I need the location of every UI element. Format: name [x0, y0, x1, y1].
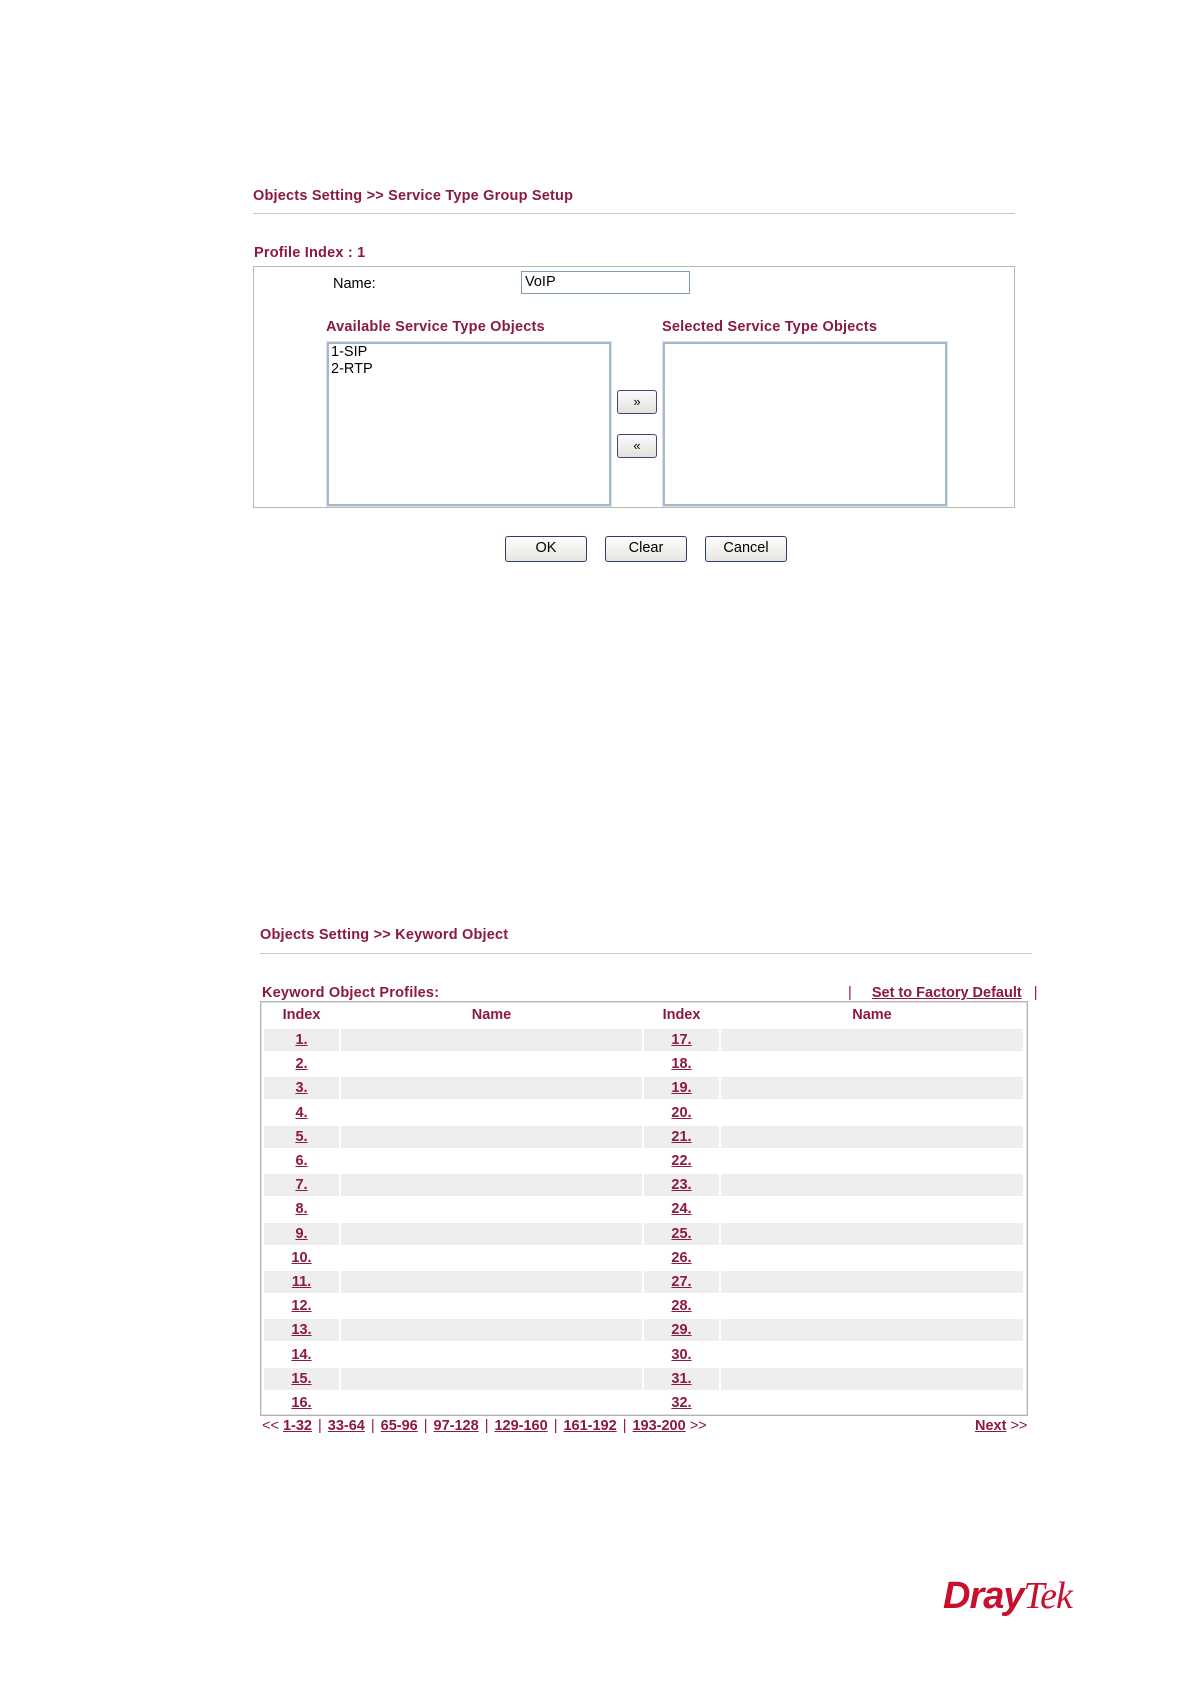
selected-objects-list[interactable] — [663, 342, 947, 506]
index-cell — [264, 1271, 339, 1293]
next-page-area — [975, 1418, 1027, 1434]
page-link[interactable]: 161-192 — [563, 1418, 617, 1434]
separator: | — [622, 1418, 627, 1434]
add-object-button[interactable]: » — [617, 390, 657, 414]
profile-index-link[interactable]: 6. — [295, 1153, 308, 1169]
table-row — [264, 1368, 1024, 1390]
index-cell — [644, 1198, 719, 1220]
index-cell — [644, 1392, 719, 1414]
table-row — [264, 1174, 1024, 1196]
index-cell — [264, 1174, 339, 1196]
name-cell — [341, 1247, 642, 1269]
name-cell — [721, 1344, 1023, 1366]
name-cell — [341, 1198, 642, 1220]
profile-index-link[interactable]: 30. — [671, 1347, 692, 1363]
profile-index-link[interactable]: 26. — [671, 1250, 692, 1266]
factory-default-area — [848, 985, 1038, 1001]
profile-index-link[interactable]: 23. — [671, 1177, 692, 1193]
index-cell — [264, 1053, 339, 1075]
index-cell — [644, 1344, 719, 1366]
remove-object-button[interactable]: « — [617, 434, 657, 458]
clear-button[interactable]: Clear — [605, 536, 687, 562]
index-cell — [644, 1029, 719, 1051]
name-cell — [721, 1247, 1023, 1269]
profile-index-link[interactable]: 14. — [291, 1347, 312, 1363]
column-header-index: Index — [282, 1007, 321, 1023]
page-link[interactable]: 193-200 — [632, 1418, 686, 1434]
name-cell — [721, 1053, 1023, 1075]
table-row — [264, 1271, 1024, 1293]
index-cell — [644, 1368, 719, 1390]
index-cell — [644, 1295, 719, 1317]
breadcrumb-keyword-object: Objects Setting >> Keyword Object — [260, 927, 509, 943]
table-row — [264, 1150, 1024, 1172]
index-cell — [264, 1102, 339, 1124]
name-cell — [341, 1319, 642, 1341]
index-cell — [644, 1271, 719, 1293]
available-objects-list[interactable] — [327, 342, 611, 506]
profile-index-link[interactable]: 21. — [671, 1129, 692, 1145]
index-cell — [264, 1077, 339, 1099]
column-header-name: Name — [852, 1007, 892, 1023]
pagination — [262, 1418, 707, 1434]
profile-index-link[interactable]: 22. — [671, 1153, 692, 1169]
cancel-button[interactable]: Cancel — [705, 536, 787, 562]
name-cell — [341, 1126, 642, 1148]
available-objects-title: Available Service Type Objects — [326, 319, 545, 335]
profile-index-link[interactable]: 18. — [671, 1056, 692, 1072]
name-cell — [341, 1344, 642, 1366]
name-cell — [721, 1077, 1023, 1099]
name-cell — [721, 1102, 1023, 1124]
table-row — [264, 1319, 1024, 1341]
profile-index-link[interactable]: 10. — [291, 1250, 312, 1266]
profile-index-link[interactable]: 13. — [291, 1322, 312, 1338]
profile-index-link[interactable]: 16. — [291, 1395, 312, 1411]
profile-index-link[interactable]: 1. — [295, 1032, 308, 1048]
separator: | — [484, 1418, 489, 1434]
name-cell — [341, 1102, 642, 1124]
name-cell — [721, 1029, 1023, 1051]
divider — [253, 213, 1015, 214]
name-cell — [721, 1392, 1023, 1414]
name-cell — [721, 1295, 1023, 1317]
separator: | — [848, 985, 852, 1001]
name-input[interactable]: VoIP — [521, 271, 690, 294]
index-cell — [644, 1053, 719, 1075]
index-cell — [644, 1102, 719, 1124]
table-row — [264, 1223, 1024, 1245]
index-cell — [264, 1368, 339, 1390]
profile-index-link[interactable]: 20. — [671, 1105, 692, 1121]
name-cell — [721, 1368, 1023, 1390]
name-cell — [721, 1198, 1023, 1220]
profile-index-link[interactable]: 19. — [671, 1080, 692, 1096]
index-cell — [264, 1319, 339, 1341]
table-row — [264, 1198, 1024, 1220]
breadcrumb-service-group: Objects Setting >> Service Type Group Setup — [253, 188, 574, 204]
draytek-logo — [943, 1574, 1072, 1618]
name-cell — [721, 1174, 1023, 1196]
prev-arrow: << — [262, 1418, 279, 1434]
index-cell — [264, 1344, 339, 1366]
name-cell — [341, 1174, 642, 1196]
name-cell — [341, 1150, 642, 1172]
next-arrow: >> — [1010, 1418, 1028, 1434]
page-link[interactable]: 65-96 — [380, 1418, 418, 1434]
profile-index-link[interactable]: 12. — [291, 1298, 312, 1314]
logo-text: Dray — [943, 1575, 1024, 1617]
table-row — [264, 1102, 1024, 1124]
separator: | — [423, 1418, 428, 1434]
profile-index-link[interactable]: 5. — [295, 1129, 308, 1145]
index-cell — [264, 1126, 339, 1148]
table-row — [264, 1295, 1024, 1317]
index-cell — [644, 1150, 719, 1172]
name-cell — [341, 1223, 642, 1245]
profile-index-link[interactable]: 31. — [671, 1371, 692, 1387]
index-cell — [264, 1029, 339, 1051]
name-cell — [341, 1077, 642, 1099]
profile-index-link[interactable]: 4. — [295, 1105, 308, 1121]
table-row — [264, 1344, 1024, 1366]
profile-index-link[interactable]: 25. — [671, 1226, 692, 1242]
list-item[interactable]: 2-RTP — [331, 361, 373, 377]
name-cell — [341, 1368, 642, 1390]
name-cell — [721, 1126, 1023, 1148]
column-header-name: Name — [471, 1007, 512, 1023]
separator: | — [1033, 985, 1038, 1001]
name-cell — [341, 1295, 642, 1317]
keyword-profiles-title: Keyword Object Profiles: — [262, 985, 440, 1001]
table-row — [264, 1126, 1024, 1148]
profile-index-link[interactable]: 17. — [671, 1032, 692, 1048]
separator: | — [318, 1418, 322, 1434]
name-cell — [721, 1271, 1023, 1293]
page-link[interactable]: 1-32 — [282, 1418, 312, 1434]
ok-button[interactable]: OK — [505, 536, 587, 562]
name-cell — [341, 1029, 642, 1051]
index-cell — [644, 1126, 719, 1148]
profile-index-link[interactable]: 9. — [295, 1226, 308, 1242]
name-label: Name: — [333, 276, 376, 292]
profile-index-link[interactable]: 15. — [291, 1371, 312, 1387]
index-cell — [644, 1247, 719, 1269]
index-cell — [264, 1392, 339, 1414]
name-cell — [721, 1150, 1023, 1172]
profile-index-label: Profile Index : 1 — [254, 245, 366, 261]
name-cell — [721, 1223, 1023, 1245]
next-page-link[interactable]: Next — [975, 1418, 1007, 1434]
selected-objects-title: Selected Service Type Objects — [662, 319, 878, 335]
page-link[interactable]: 33-64 — [327, 1418, 365, 1434]
list-item[interactable]: 1-SIP — [331, 344, 368, 360]
table-row — [264, 1053, 1024, 1075]
index-cell — [264, 1247, 339, 1269]
name-cell — [341, 1053, 642, 1075]
table-row — [264, 1077, 1024, 1099]
next-arrow: >> — [689, 1418, 707, 1434]
page-link[interactable]: 97-128 — [433, 1418, 479, 1434]
index-cell — [644, 1174, 719, 1196]
profile-index-link[interactable]: 11. — [291, 1274, 312, 1290]
divider — [260, 953, 1032, 954]
profile-index-link[interactable]: 3. — [295, 1080, 308, 1096]
profile-index-link[interactable]: 7. — [295, 1177, 308, 1193]
column-header-index: Index — [662, 1007, 701, 1023]
set-factory-default-link[interactable]: Set to Factory Default — [871, 985, 1022, 1001]
logo-text: Tek — [1023, 1575, 1072, 1617]
profile-index-link[interactable]: 28. — [671, 1298, 692, 1314]
table-row — [264, 1247, 1024, 1269]
separator: | — [370, 1418, 375, 1434]
name-cell — [721, 1319, 1023, 1341]
name-cell — [341, 1392, 642, 1414]
profile-index-link[interactable]: 27. — [671, 1274, 692, 1290]
profile-index-link[interactable]: 29. — [671, 1322, 692, 1338]
page-link[interactable]: 129-160 — [494, 1418, 548, 1434]
index-cell — [264, 1223, 339, 1245]
profile-index-link[interactable]: 24. — [671, 1201, 692, 1217]
index-cell — [644, 1223, 719, 1245]
index-cell — [264, 1150, 339, 1172]
index-cell — [644, 1077, 719, 1099]
profile-index-link[interactable]: 2. — [295, 1056, 308, 1072]
table-row — [264, 1029, 1024, 1051]
profile-index-link[interactable]: 8. — [295, 1201, 308, 1217]
index-cell — [264, 1295, 339, 1317]
separator: | — [553, 1418, 558, 1434]
name-cell — [341, 1271, 642, 1293]
index-cell — [644, 1319, 719, 1341]
table-row — [264, 1392, 1024, 1414]
index-cell — [264, 1198, 339, 1220]
profile-index-link[interactable]: 32. — [671, 1395, 692, 1411]
